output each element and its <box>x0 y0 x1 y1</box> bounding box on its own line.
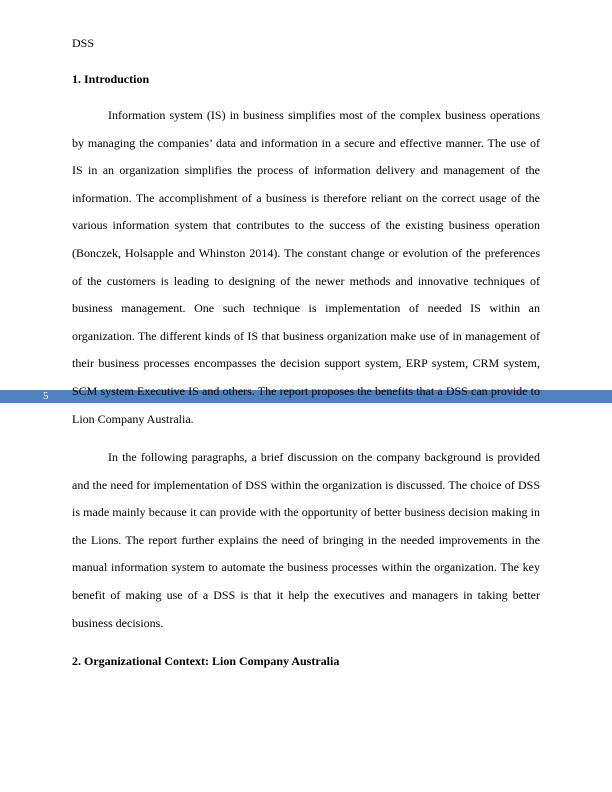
paragraph-introduction-2: In the following paragraphs, a brief discussion on the company background is provided and the need for implementation of DSS within the organization is discussed. The choice of DSS is made mainly because it can provide with the opportunity of better business decision making in the Lions. The report further explains the need of bringing in the needed improvements in the manual information system to automate the business processes within the organization. The key benefit of making use of a DSS is that it help the executives and managers in taking better business decisions. <box>72 450 540 630</box>
section-heading-organizational-context: 2. Organizational Context: Lion Company Australia <box>72 654 340 668</box>
running-head: DSS <box>72 36 95 50</box>
page-number: 5 <box>43 390 49 402</box>
section-heading-introduction: 1. Introduction <box>72 72 150 86</box>
paragraph-introduction-1: Information system (IS) in business simplifies most of the complex business operations by managing the companies’ data and information in a secure and effective manner. The use of IS in an organization simplifies the process of information delivery and management of the information. The accomplishment of a business is therefore reliant on the correct usage of the various information system that contributes to the success of the existing business operation (Bonczek, Holsapple and Whinston 2014). The constant change or evolution of the preferences of the customers is leading to designing of the newer methods and innovative techniques of business management. One such technique is implementation of needed IS within an organization. The different kinds of IS that business organization make use of in management of their business processes encompasses the decision support system, ERP system, CRM system, SCM system Executive IS and others. The report proposes the benefits that a DSS can provide to Lion Company Australia. <box>72 108 540 426</box>
